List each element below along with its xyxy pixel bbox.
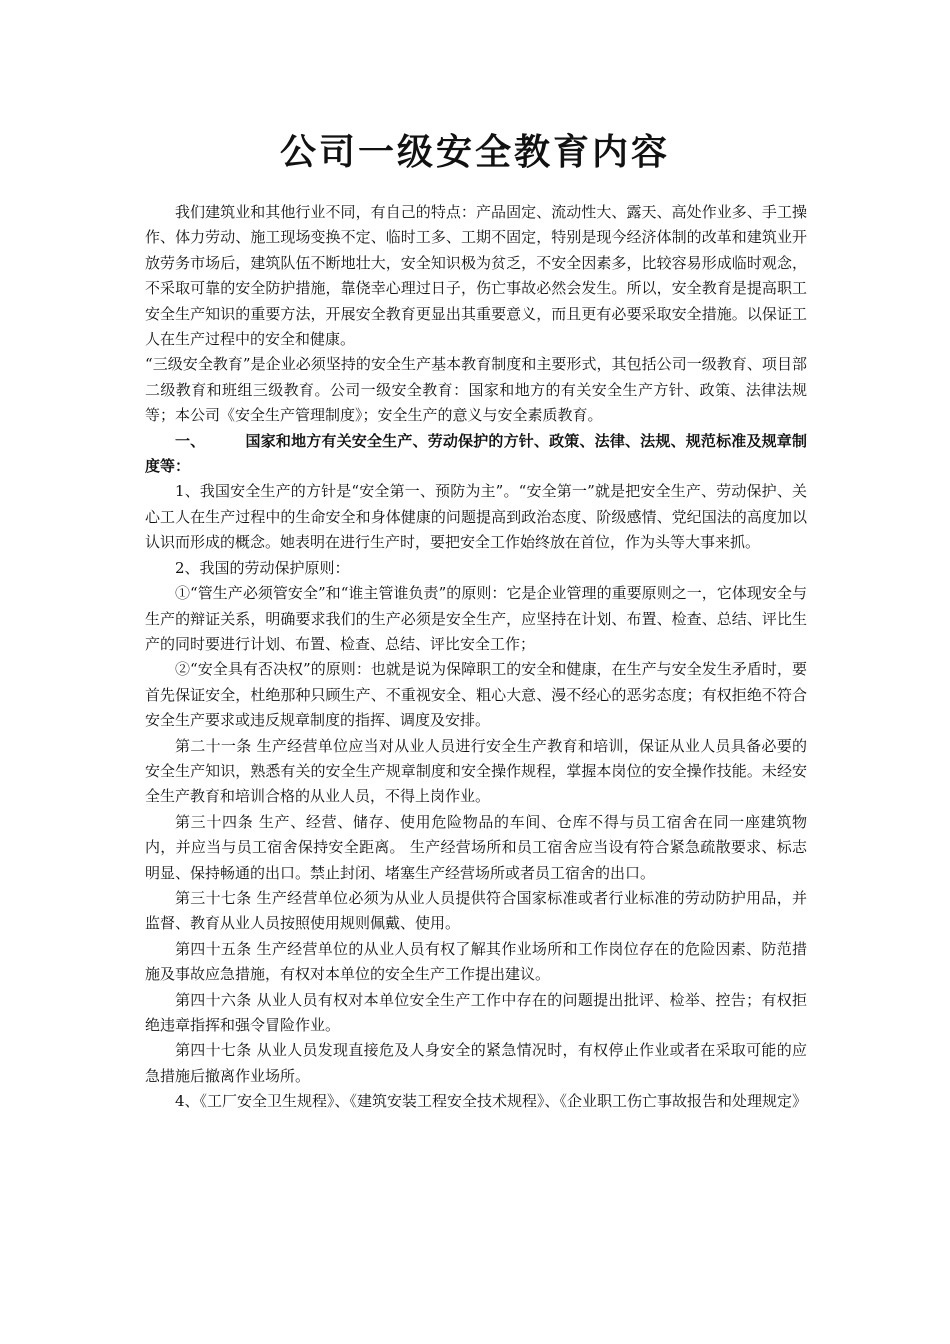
article-45-paragraph: 第四十五条 生产经营单位的从业人员有权了解其作业场所和工作岗位存在的危险因素、防范措施及事故应急措施，有权对本单位的安全生产工作提出建议。: [145, 939, 807, 984]
article-34-paragraph: 第三十四条 生产、经营、储存、使用危险物品的车间、仓库不得与员工宿舍在同一座建筑物内，并应当与员工宿舍保持安全距离。 生产经营场所和员工宿舍应当设有符合紧急疏散要求、标志明显、保持畅通的出口。禁止封闭、堵塞生产经营场所或者员工宿舍的出口。: [145, 812, 807, 882]
section-heading: [145, 429, 807, 480]
item-1-paragraph: 1、我国安全生产的方针是“安全第一、预防为主”。“安全第一”就是把安全生产、劳动保护、关心工人在生产过程中的生命安全和身体健康的问题提高到政治态度、阶级感情、党纪国法的高度加以认识而形成的概念。她表明在进行生产时，要把安全工作始终放在首位，作为头等大事来抓。: [145, 482, 807, 552]
intro-paragraph: 我们建筑业和其他行业不同，有自己的特点：产品固定、流动性大、露天、高处作业多、手工操作、体力劳动、施工现场变换不定、临时工多、工期不固定，特别是现今经济体制的改革和建筑业开放劳务市场后，建筑队伍不断地壮大，安全知识极为贫乏，不安全因素多，比较容易形成临时观念，不采取可靠的安全防护措施，靠侥幸心理过日子，伤亡事故必然会发生。所以，安全教育是提高职工安全生产知识的重要方法，开展安全教育更显出其重要意义，而且更有必要采取安全措施。以保证工人在生产过程中的安全和健康。: [145, 203, 807, 349]
item-4-paragraph: 4、《工厂安全卫生规程》、《建筑安装工程安全技术规程》、《企业职工伤亡事故报告和处理规定》: [175, 1092, 808, 1111]
article-21-paragraph: 第二十一条 生产经营单位应当对从业人员进行安全生产教育和培训，保证从业人员具备必要的安全生产知识，熟悉有关的安全生产规章制度和安全操作规程，掌握本岗位的安全操作技能。未经安全生产教育和培训合格的从业人员，不得上岗作业。: [145, 736, 807, 806]
document-body: [145, 200, 807, 1115]
section-number: 一、: [175, 431, 206, 450]
principle-1-paragraph: ①“管生产必须管安全”和“谁主管谁负责”的原则：它是企业管理的重要原则之一，它体现安全与生产的辩证关系，明确要求我们的生产必须是安全生产，应坚持在计划、布置、检查、总结、评比生产的同时要进行计划、布置、检查、总结、评比安全工作；: [145, 584, 807, 653]
item-2-paragraph: 2、我国的劳动保护原则：: [175, 558, 350, 577]
article-46-paragraph: 第四十六条 从业人员有权对本单位安全生产工作中存在的问题提出批评、检举、控告；有权拒绝违章指挥和强令冒险作业。: [145, 990, 807, 1034]
three-level-paragraph: “三级安全教育”是企业必须坚持的安全生产基本教育制度和主要形式，其包括公司一级教育、项目部二级教育和班组三级教育。公司一级安全教育：国家和地方的有关安全生产方针、政策、法律法规等；本公司《安全生产管理制度》；安全生产的意义与安全素质教育。: [145, 355, 807, 425]
principle-2-paragraph: ②“安全具有否决权”的原则：也就是说为保障职工的安全和健康，在生产与安全发生矛盾时，要首先保证安全，杜绝那种只顾生产、不重视安全、粗心大意、漫不经心的恶劣态度；有权拒绝不符合安全生产要求或违反规章制度的指挥、调度及安排。: [145, 660, 807, 730]
section-heading-text: 国家和地方有关安全生产、劳动保护的方针、政策、法律、法规、规范标准及规章制度等：: [145, 431, 807, 476]
article-37-paragraph: 第三十七条 生产经营单位必须为从业人员提供符合国家标准或者行业标准的劳动防护用品，并监督、教育从业人员按照使用规则佩戴、使用。: [145, 888, 807, 933]
document-title: 公司一级安全教育内容: [279, 131, 670, 173]
article-47-paragraph: 第四十七条 从业人员发现直接危及人身安全的紧急情况时，有权停止作业或者在采取可能的应急措施后撤离作业场所。: [145, 1041, 807, 1085]
